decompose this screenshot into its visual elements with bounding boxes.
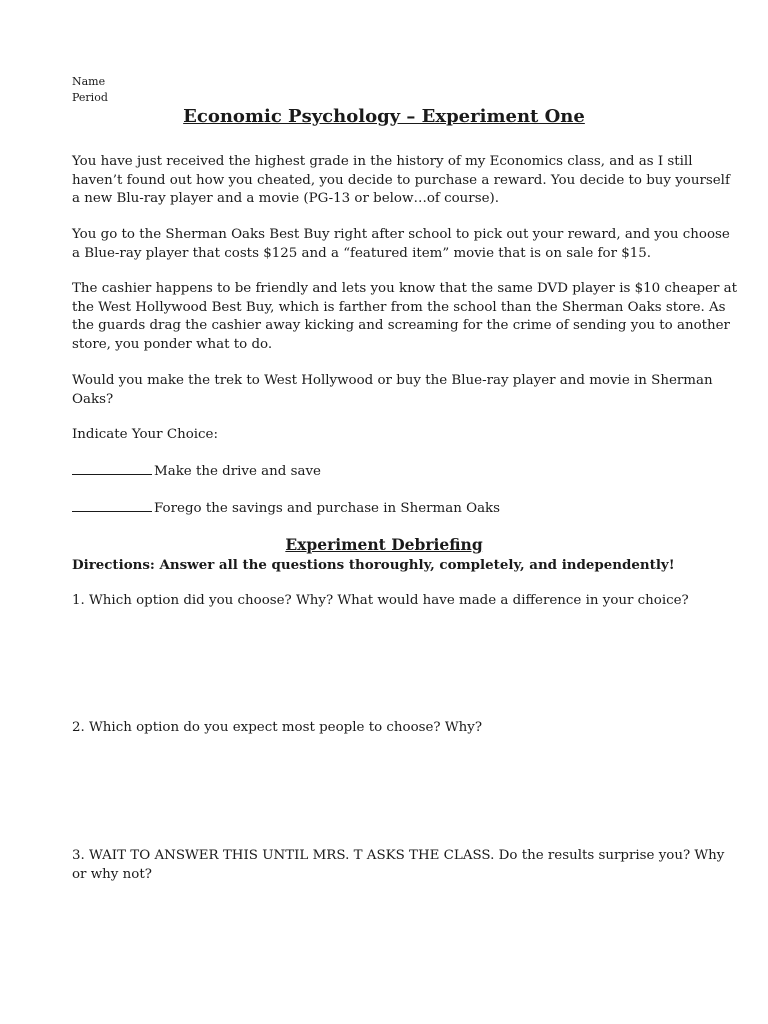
question-2: 2. Which option do you expect most people to choose? Why? — [72, 720, 483, 735]
choice-option-drive — [72, 462, 712, 482]
scenario-paragraph-3 — [72, 280, 737, 354]
question-line: or why not? — [72, 866, 152, 882]
paragraph-line: Would you make the trek to West Hollywood or buy the Blue-ray player and movie in Sherman — [72, 373, 713, 388]
period-label: Period — [72, 91, 108, 104]
paragraph-line: the West Hollywood Best Buy, which is farther from the school than the Sherman Oaks store. As — [72, 299, 726, 315]
paragraph-line: store, you ponder what to do. — [72, 336, 273, 352]
choice-blank[interactable] — [72, 499, 152, 512]
choice-option-stay — [72, 499, 712, 519]
debrief-directions: Directions: Answer all the questions thoroughly, completely, and independently! — [72, 557, 675, 573]
scenario-paragraph-4 — [72, 372, 712, 409]
paragraph-line: You have just received the highest grade in the history of my Economics class, and as I still — [72, 154, 693, 169]
paragraph-line: the guards drag the cashier away kicking and screaming for the crime of sending you to another — [72, 318, 730, 333]
question-1: 1. Which option did you choose? Why? What would have made a difference in your choice? — [72, 593, 689, 608]
paragraph-line: You go to the Sherman Oaks Best Buy right after school to pick out your reward, and you choose — [72, 227, 730, 242]
question-3 — [72, 847, 725, 884]
paragraph-line: The cashier happens to be friendly and lets you know that the same DVD player is $10 cheaper at — [72, 281, 737, 296]
choice-option-label: Make the drive and save — [154, 464, 321, 479]
question-line: 3. WAIT TO ANSWER THIS UNTIL MRS. T ASKS THE CLASS. Do the results surprise you? Why — [72, 848, 725, 863]
paragraph-line: a new Blu-ray player and a movie (PG-13 or below…of course). — [72, 191, 499, 206]
choice-prompt: Indicate Your Choice: — [72, 427, 218, 442]
scenario-paragraph-1 — [72, 153, 730, 209]
page-title: Economic Psychology – Experiment One — [183, 106, 585, 127]
paragraph-line: Oaks? — [72, 391, 114, 407]
choice-blank[interactable] — [72, 462, 152, 475]
paragraph-line: a Blue-ray player that costs $125 and a “featured item” movie that is on sale for $15. — [72, 245, 652, 261]
paragraph-line: haven’t found out how you cheated, you decide to purchase a reward. You decide to buy yourself — [72, 172, 730, 188]
choice-option-label: Forego the savings and purchase in Sherman Oaks — [154, 501, 501, 516]
name-label: Name — [72, 75, 106, 88]
debrief-heading: Experiment Debriefing — [285, 535, 483, 554]
scenario-paragraph-2 — [72, 226, 730, 263]
